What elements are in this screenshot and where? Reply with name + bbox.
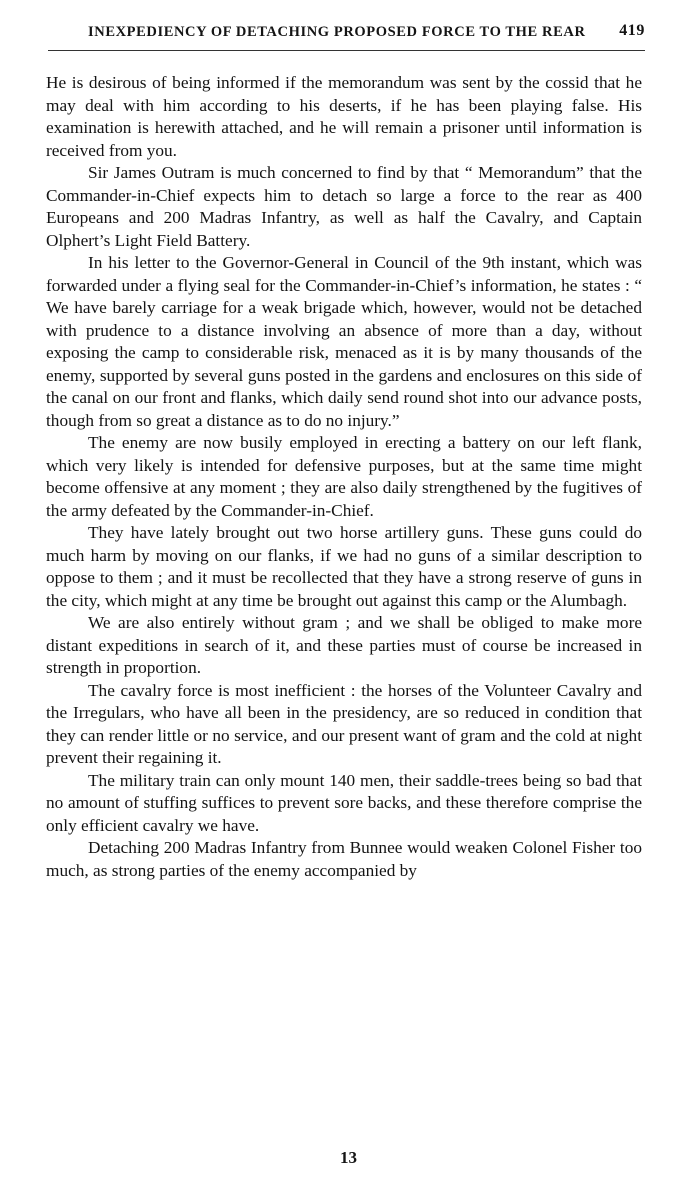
paragraph: Detaching 200 Madras Infantry from Bunnee would weaken Colonel Fisher too much, as strong parties of the enemy accompanied by [46,838,642,880]
paragraph: In his letter to the Governor-General in Council of the 9th instant, which was forwarded under a flying seal for the Commander-in-Chief’s information, he states : “ We have barely carriage for a weak brigade which, however, would not be detached with prudence to a distance involving an absence of more than a day, without exposing the camp to considerable risk, menaced as it is by many thousands of the enemy, supported by several guns posted in the gardens and enclosures on this side of the canal on our front and flanks, which daily send round shot into our advance posts, though from so great a distance as to do no injury.” [46,253,642,430]
paragraph: The military train can only mount 140 men, their saddle-trees being so bad that no amount of stuffing suffices to prevent sore backs, and these therefore comprise the only efficient cavalry we have. [46,770,642,835]
page-number: 419 [619,22,645,39]
paragraph: He is desirous of being informed if the memorandum was sent by the cossid that he may deal with him according to his deserts, if he has been playing false. His examination is herewith attached, and he will remain a prisoner until information is received from you. [46,73,642,160]
paragraph: Sir James Outram is much concerned to find by that “ Memorandum” that the Commander-in-Chief expects him to detach so large a force to the rear as 400 Europeans and 200 Madras Infantry, as well as half the Cavalry, and Captain Olphert’s Light Field Battery. [46,163,642,250]
signature-mark: 13 [340,1148,357,1167]
header-rule [48,50,645,51]
body-text [46,72,642,882]
paragraph: The cavalry force is most inefficient : the horses of the Volunteer Cavalry and the Irregulars, who have all been in the presidency, are so reduced in condition that they can render little or no service, and our present want of gram and the cold at night prevent their regaining it. [46,680,642,767]
running-header [48,20,645,44]
paragraph: They have lately brought out two horse artillery guns. These guns could do much harm by moving on our flanks, if we had no guns of a similar description to oppose to them ; and it must be recollected that they have a strong reserve of guns in the city, which might at any time be brought out against this camp or the Alumbagh. [46,523,642,610]
running-title: INEXPEDIENCY OF DETACHING PROPOSED FORCE TO THE REAR [88,24,586,40]
paragraph: The enemy are now busily employed in erecting a battery on our left flank, which very likely is intended for defensive purposes, but at the same time might become offensive at any moment ; they are also daily strengthened by the fugitives of the army defeated by the Commander-in-Chief. [46,433,642,520]
paragraph: We are also entirely without gram ; and we shall be obliged to make more distant expeditions in search of it, and these parties must of course be increased in strength in proportion. [46,613,642,677]
